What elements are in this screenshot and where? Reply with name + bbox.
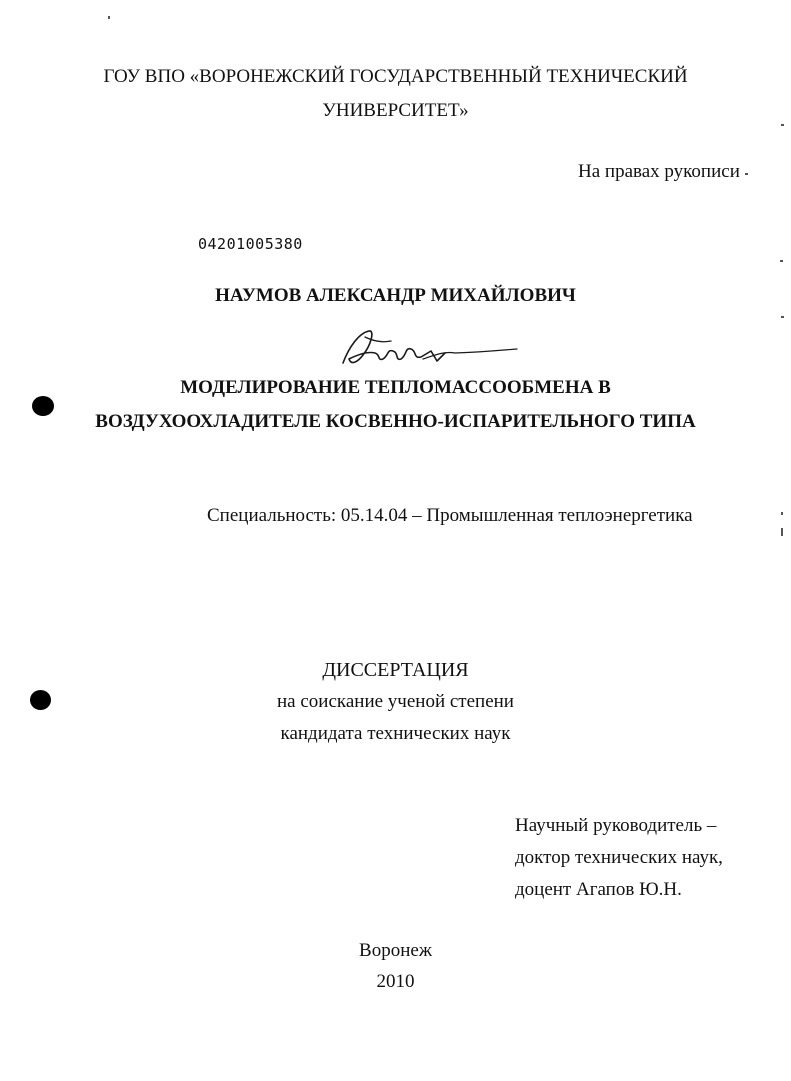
author-name: НАУМОВ АЛЕКСАНДР МИХАЙЛОВИЧ: [215, 285, 576, 306]
scan-speck: [108, 16, 110, 19]
scan-speck: [781, 316, 784, 318]
degree-line-1: на соискание ученой степени: [277, 691, 514, 712]
handwritten-signature: [335, 325, 520, 375]
degree-line-2: кандидата технических наук: [280, 723, 511, 744]
scan-speck: [781, 124, 784, 126]
scan-speck: [781, 528, 783, 536]
thesis-title-line-2: ВОЗДУХООХЛАДИТЕЛЕ КОСВЕННО-ИСПАРИТЕЛЬНОГО ТИПА: [95, 411, 696, 432]
rights-notice: На правах рукописи: [578, 161, 740, 182]
year: 2010: [376, 971, 415, 992]
supervisor-line-1: Научный руководитель –: [515, 815, 717, 836]
thesis-title-line-1: МОДЕЛИРОВАНИЕ ТЕПЛОМАССООБМЕНА В: [180, 377, 611, 398]
scan-speck: [781, 512, 783, 515]
supervisor-line-2: доктор технических наук,: [515, 847, 723, 868]
catalog-number: 04201005380: [198, 235, 303, 253]
scan-speck: [745, 173, 748, 175]
specialty-line: Специальность: 05.14.04 – Промышленная теплоэнергетика: [207, 505, 693, 526]
scan-speck: [780, 260, 783, 262]
document-type-heading: ДИССЕРТАЦИЯ: [322, 659, 469, 681]
supervisor-line-3: доцент Агапов Ю.Н.: [515, 879, 682, 900]
institution-line-1: ГОУ ВПО «ВОРОНЕЖСКИЙ ГОСУДАРСТВЕННЫЙ ТЕХНИЧЕСКИЙ: [103, 66, 688, 87]
city: Воронеж: [359, 940, 432, 961]
institution-line-2: УНИВЕРСИТЕТ»: [322, 100, 469, 121]
